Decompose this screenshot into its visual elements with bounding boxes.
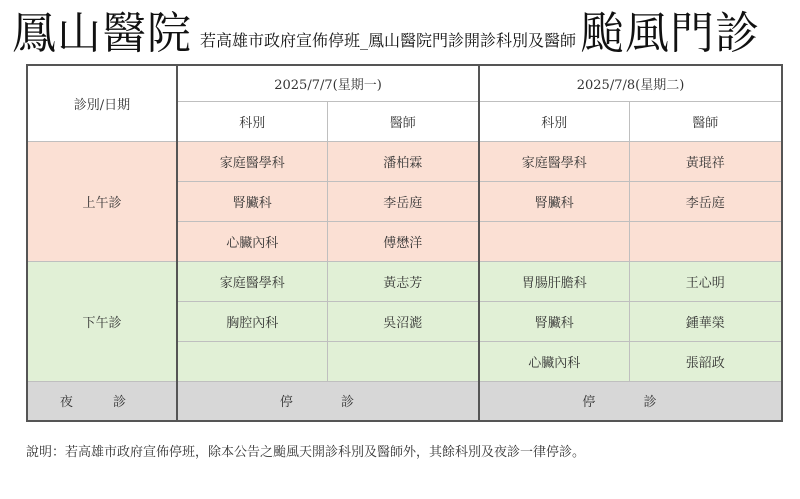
- table-cell-doctor: 張韶政: [629, 341, 782, 381]
- table-cell-doctor: 潘柏霖: [327, 141, 479, 181]
- morning-session-label: 上午診: [27, 141, 177, 261]
- table-cell-dept: 家庭醫學科: [177, 141, 327, 181]
- table-cell-dept: [479, 221, 629, 261]
- table-cell-dept: 胸腔內科: [177, 301, 327, 341]
- table-cell-doctor: 黃志芳: [327, 261, 479, 301]
- day2-date-header: 2025/7/8(星期二): [479, 65, 782, 101]
- table-cell-doctor: [327, 341, 479, 381]
- day1-doctor-header: 醫師: [327, 101, 479, 141]
- table-cell-dept: 腎臟科: [479, 181, 629, 221]
- table-cell-dept: 心臟內科: [177, 221, 327, 261]
- table-cell-doctor: [629, 221, 782, 261]
- table-cell-doctor: 吳沼滮: [327, 301, 479, 341]
- table-cell-dept: 家庭醫學科: [177, 261, 327, 301]
- table-cell-doctor: 傅懋洋: [327, 221, 479, 261]
- table-cell-dept: 腎臟科: [177, 181, 327, 221]
- table-cell-dept: 胃腸肝膽科: [479, 261, 629, 301]
- notice-subtitle: 若高雄市政府宣佈停班_鳳山醫院門診開診科別及醫師: [200, 31, 577, 50]
- day1-night-status: [177, 381, 479, 421]
- hospital-title: 鳳山醫院: [12, 8, 192, 59]
- table-cell-doctor: 黃琨祥: [629, 141, 782, 181]
- table-cell-doctor: 王心明: [629, 261, 782, 301]
- corner-header: 診別/日期: [27, 65, 177, 141]
- table-cell-doctor: 李岳庭: [629, 181, 782, 221]
- afternoon-session-label: 下午診: [27, 261, 177, 381]
- day1-night-status-text: 停 診: [279, 395, 377, 411]
- night-label-text: 夜 診: [59, 395, 145, 411]
- table-cell-doctor: 鍾華榮: [629, 301, 782, 341]
- footnote: 說明：若高雄市政府宣佈停班，除本公告之颱風天開診科別及醫師外，其餘科別及夜診一律停診。: [26, 445, 586, 460]
- day2-night-status-text: 停 診: [582, 395, 679, 411]
- day2-night-status: [479, 381, 782, 421]
- day1-date-header: 2025/7/7(星期一): [177, 65, 479, 101]
- table-cell-dept: 腎臟科: [479, 301, 629, 341]
- table-cell-doctor: 李岳庭: [327, 181, 479, 221]
- clinic-schedule-table: [26, 64, 783, 422]
- day2-doctor-header: 醫師: [629, 101, 782, 141]
- table-cell-dept: 心臟內科: [479, 341, 629, 381]
- table-cell-dept: 家庭醫學科: [479, 141, 629, 181]
- day1-dept-header: 科別: [177, 101, 327, 141]
- table-cell-dept: [177, 341, 327, 381]
- typhoon-clinic-title: 颱風門診: [580, 8, 760, 59]
- day2-dept-header: 科別: [479, 101, 629, 141]
- night-session-label: [27, 381, 177, 421]
